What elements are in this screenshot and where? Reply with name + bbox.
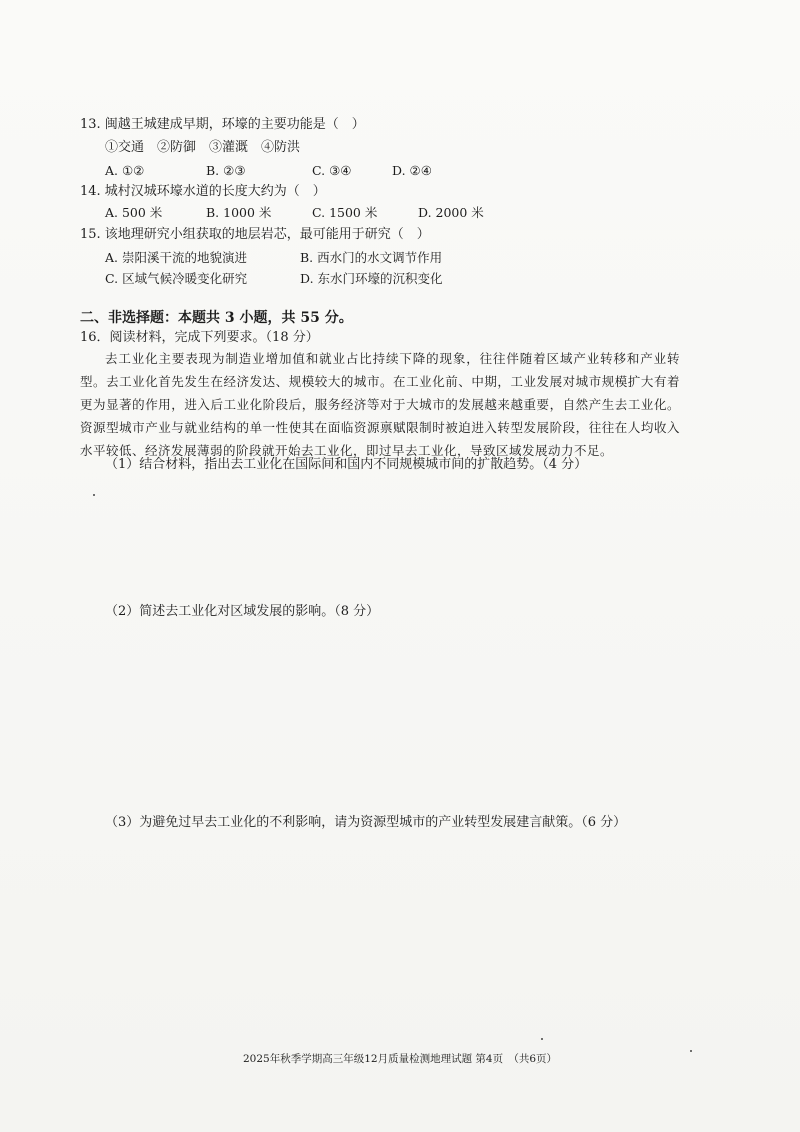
q16-material: 去工业化主要表现为制造业增加值和就业占比持续下降的现象，往往伴随着区域产业转移和产业转型。去工业化首先发生在经济发达、规模较大的城市。在工业化前、中期，工业发展对城市规模扩大有着更为显著的作用，进入后工业化阶段后，服务经济等对于大城市的发展越来越重要，自然产生去工业化。资源型城市产业与就业结构的单一性使其在面临资源禀赋限制时被迫进入转型发展阶段，往往在人均收入水平较低、经济发展薄弱的阶段就开始去工业化，即过早去工业化，导致区域发展动力不足。 [80, 351, 680, 458]
q14-option-a: A. 500 米 [105, 205, 163, 220]
section-title: 二、非选择题：本题共 3 小题，共 55 分。 [80, 310, 353, 326]
q14-option-c: C. 1500 米 [312, 205, 378, 220]
q13-option-d: D. ②④ [392, 163, 432, 178]
q15-option-d: D. 东水门环壕的沉积变化 [300, 271, 443, 286]
q15-stem: 15. 该地理研究小组获取的地层岩芯，最可能用于研究（ ） [80, 227, 430, 242]
q13-option-c: C. ③④ [312, 163, 352, 178]
q15-option-c: C. 区域气候冷暖变化研究 [105, 271, 248, 286]
q14-option-d: D. 2000 米 [418, 205, 484, 220]
q13-option-a: A. ①② [105, 163, 145, 178]
q15-option-a: A. 崇阳溪干流的地貌演进 [105, 250, 247, 265]
q16-sub1: （1）结合材料，指出去工业化在国际间和国内不同规模城市间的扩散趋势。（4 分） [105, 457, 588, 472]
q15-option-b: B. 西水门的水文调节作用 [300, 250, 443, 265]
q14-stem: 14. 城村汉城环壕水道的长度大约为（ ） [80, 184, 326, 199]
q13-option-b: B. ②③ [206, 163, 246, 178]
scan-speck [93, 494, 95, 496]
q16-intro: 16．阅读材料，完成下列要求。（18 分） [80, 330, 319, 345]
q13-stem: 13. 闽越王城建成早期，环壕的主要功能是（ ） [80, 117, 365, 132]
q16-sub3: （3）为避免过早去工业化的不利影响，请为资源型城市的产业转型发展建言献策。（6 分） [105, 815, 627, 830]
q13-items: ①交通 ②防御 ③灌溉 ④防洪 [105, 140, 301, 155]
q16-sub2: （2）简述去工业化对区域发展的影响。（8 分） [105, 604, 380, 619]
q14-option-b: B. 1000 米 [206, 205, 272, 220]
page-footer: 2025年秋季学期高三年级12月质量检测地理试题 第4页 （共6页） [242, 1053, 558, 1065]
scan-speck [541, 1038, 543, 1040]
